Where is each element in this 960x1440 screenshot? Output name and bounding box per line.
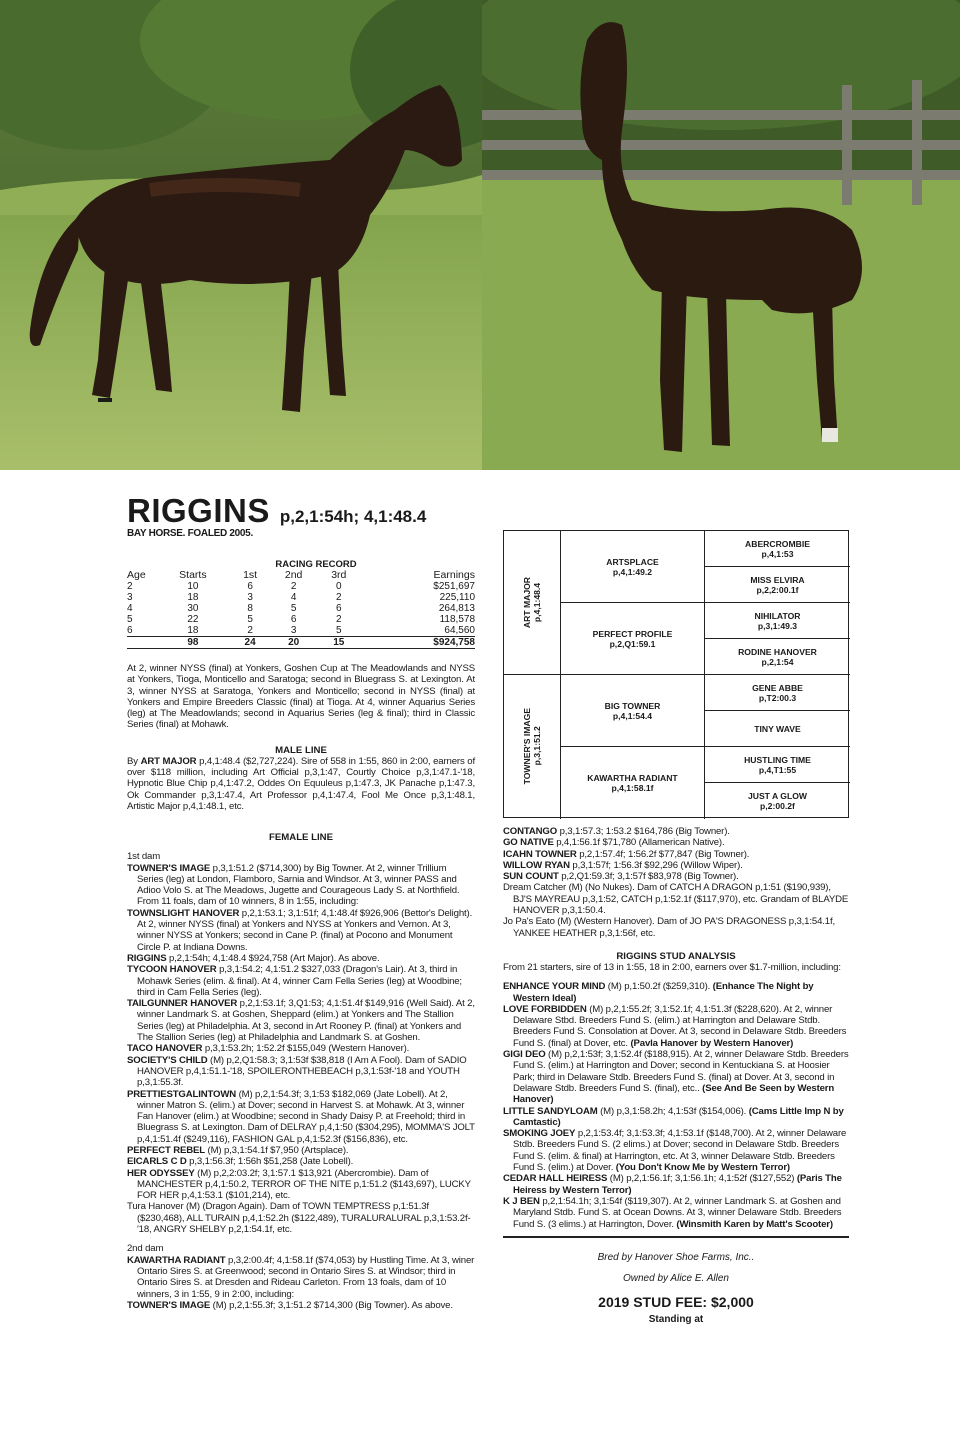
entry-text: p,3,2:00.4f; 4,1:58.1f ($74,053) by Hustling Time. At 3, winer Ontario Sires S. at Greenwood; second in Ontario Sires S. at Windsor; third in Ontario Sires S. at Dresden and Rideau Carleton. From 13 foals, dam of 10 winners, 3 in 1:55, 9 in 2:00, including: [137, 1254, 475, 1300]
entry-name: GO NATIVE [503, 837, 554, 849]
entry-name: LITTLE SANDYLOAM [503, 1105, 598, 1117]
cell: 18 [187, 592, 199, 603]
cell: 22 [187, 614, 199, 625]
entry-name: K J BEN [503, 1195, 540, 1207]
pedigree-name: TOWNER'S IMAGE [522, 708, 532, 785]
cell: 6 [336, 603, 342, 614]
pedigree-mark: p,4,1:54.4 [612, 710, 653, 721]
cell: 18 [155, 625, 231, 637]
horse-photo-profile [0, 0, 482, 470]
pedigree-mark: p,3,1:49.3 [757, 620, 798, 631]
pedigree-mark: p,2,Q1:59.1 [609, 638, 656, 649]
pedigree-mark: p,4,1:53 [761, 548, 794, 559]
pedigree-name: ART MAJOR [522, 576, 532, 629]
cell [127, 637, 155, 649]
pedigree-sire [504, 531, 560, 674]
pedigree-gen3 [705, 675, 850, 710]
pedigree-name: RODINE HANOVER [738, 646, 817, 657]
cell: $251,697 [433, 581, 475, 592]
cell: 5 [247, 614, 253, 625]
list-item [127, 863, 475, 908]
pedigree-dam [504, 674, 560, 819]
entry-text: (M) p,3,1:54.1f $7,950 (Artsplace). [205, 1144, 349, 1156]
entry-text: p,2,1:53.4f; 3,1:53.3f; 4,1:53.1f ($148,700). At 2, winner Delaware Stdb. Breeders Fund S. (2 elims.) at Dover; second in Delaware Stdb. Breeders Fund S. (elim. & final) at Harrington, etc. At 3, winner Delaware Stdb. Breeders Fund S. (elim.) at Dover. [513, 1128, 847, 1174]
list-item [127, 1089, 475, 1145]
list-item [127, 1300, 475, 1311]
entry-name: WILLOW RYAN [503, 859, 570, 871]
cell: 5 [290, 603, 297, 614]
entry-name: CONTANGO [503, 826, 558, 837]
bred-by: Bred by Hanover Shoe Farms, Inc.. [597, 1251, 755, 1263]
entry-text: (M) p,1:50.2f ($259,310). [605, 981, 711, 993]
owned-by: Owned by Alice E. Allen [623, 1272, 729, 1284]
entry-text: Tura Hanover (M) (Dragon Again). Dam of TOWN TEMPTRESS p,1:51.3f ($230,468), ALL TURAIN p,4,1:52.2h ($122,489), TURALURALURAL p,3,1:53.2f-'18, ANGRY SHELBY p,2,1:54.1f, etc. [127, 1201, 471, 1236]
pedigree-mark: p,2,1:54 [761, 656, 794, 667]
list-item [127, 1255, 475, 1300]
pedigree-name: NIHILATOR [754, 610, 801, 621]
cell: 20 [269, 637, 317, 649]
entry-text: p,2,1:53.1; 3,1:51f; 4,1:48.4f $926,906 (Bettor's Delight). At 2, winner NYSS (final) at Yonkers and NYSS at Yonkers and Vernon. At 3, winner NYSS at Yonkers; second in Cane P. (final) at Pocono and Monument Circle P. at Indiana Downs. [137, 907, 473, 953]
entry-text: (M) p,3,1:58.2h; 4,1:53f ($154,006). [597, 1105, 747, 1117]
entry-name: HER ODYSSEY [127, 1167, 195, 1179]
entry-name: TACO HANOVER [127, 1043, 203, 1055]
list-item [503, 1173, 849, 1196]
list-item [503, 916, 849, 939]
entry-text: (M) p,2,Q1:58.3; 3,1:53f $38,818 (I Am A Fool). Dam of SADIO HANOVER p,4,1:51.1-'18, SPOILERONTHEBEACH p,3,1:53f-'18 and YOUTH p,3,1:55.3f. [137, 1054, 467, 1089]
cell: 2 [127, 581, 133, 592]
pedigree-gen3 [705, 747, 850, 782]
entry-text: p,2,1:54h; 4,1:48.4 $924,758 (Art Major). As above. [166, 952, 380, 964]
record-marks: p,2,1:54h; 4,1:48.4 [279, 507, 427, 526]
cell: 2 [336, 614, 342, 625]
standing-at: Standing at [648, 1313, 704, 1325]
entry-name: ICAHN TOWNER [503, 848, 577, 860]
list-item [503, 837, 849, 848]
entry-text: p,3,1:54.2; 4,1:51.2 $327,033 (Dragon's Lair). At 3, third in Mohawk Series (elim. & final). At 4, winner Cam Fella Series (leg) at Woodbine; third in Cam Fella Series (leg). [137, 964, 462, 998]
first-dam-label: 1st dam [127, 851, 161, 863]
entry-name: TOWNER'S IMAGE [127, 1299, 211, 1311]
cell: 10 [187, 581, 199, 592]
horse-name: RIGGINS [127, 492, 270, 529]
list-item [503, 882, 849, 916]
cell: 2 [336, 592, 342, 603]
pedigree-gen3 [705, 531, 850, 566]
entry-text: p,3,1:51.2 ($714,300) by Big Towner. At 2, winner Trillium Series (leg) at London, Flamboro, Sarnia and Windsor. At 3, winner PASS and Adioo Volo S. at The Meadows, Jugette and Courageous Lady S. at Northfield. From 11 foals, dam of 10 winners, 8 in 1:55, including: [137, 862, 460, 908]
cell: 2 [231, 625, 270, 637]
list-item [127, 1145, 475, 1156]
list-item [503, 1049, 849, 1105]
entry-text: p,2,1:57.4f; 1:56.2f $77,847 (Big Towner). [576, 848, 750, 860]
cell: 0 [336, 581, 342, 592]
entry-text: p,2,1:53.1f; 3,Q1:53; 4,1:51.4f $149,916 (Well Said). At 2, winner Landmark S. at Goshen, Sheppard (elim.) at Yonkers and The Stallion Series (leg) at Philadelphia. At 3, second in Art Rooney P. (final) at Yonkers and The Stallion Series (leg) at Philadelphia and Landmark S. at Goshen. [137, 998, 475, 1044]
pedigree-gen3 [705, 567, 850, 602]
list-item [127, 998, 475, 1043]
cell: $924,758 [360, 637, 475, 649]
col-header: 2nd [284, 569, 303, 581]
first-dam-list [127, 863, 475, 1236]
list-item [503, 1196, 849, 1230]
stud-analysis-list [503, 981, 849, 1230]
list-item [127, 1043, 475, 1054]
list-item [503, 1106, 849, 1129]
list-item [503, 981, 849, 1004]
pedigree-mark: p,4,1:48.4 [532, 582, 542, 623]
cell: 5 [318, 625, 360, 637]
pedigree-name: JUST A GLOW [747, 791, 808, 801]
cell: 8 [247, 603, 253, 614]
entry-dam: (Paris The Heiress by Western Terror) [513, 1173, 842, 1196]
entry-name: SOCIETY'S CHILD [127, 1054, 208, 1066]
pedigree-mark: p,2,2:00.1f [756, 584, 799, 595]
cell: 3 [269, 625, 317, 637]
left-column [127, 492, 475, 1311]
cell: 98 [155, 637, 231, 649]
list-item [127, 1168, 475, 1202]
entry-text: p,3,1:56.3f; 1:56h $51,258 (Jate Lobell). [186, 1156, 354, 1168]
cell: 118,578 [439, 614, 475, 625]
stud-analysis-title: RIGGINS STUD ANALYSIS [616, 950, 736, 962]
table-total-row [127, 637, 475, 649]
list-item [127, 953, 475, 964]
entry-dam: (Winsmith Karen by Matt's Scooter) [673, 1218, 833, 1230]
pedigree-name: GENE ABBE [752, 682, 803, 693]
cell: 30 [187, 603, 199, 614]
table-row [127, 581, 475, 592]
cell: 3 [247, 592, 253, 603]
cell: 225,110 [439, 592, 475, 603]
entry-name: GIGI DEO [503, 1049, 546, 1061]
male-line-prefix: By [127, 755, 141, 767]
pedigree-name: TINY WAVE [754, 723, 801, 734]
cell: 5 [127, 614, 133, 625]
table-row [127, 625, 475, 637]
stud-fee: 2019 STUD FEE: $2,000 [598, 1293, 754, 1310]
list-item [503, 1004, 849, 1049]
pedigree-gen2 [561, 603, 704, 674]
entry-dam: (Cams Little Imp N by Camtastic) [513, 1105, 844, 1128]
entry-text: p,3,1:57.3; 1:53.2 $164,786 (Big Towner). [557, 826, 730, 837]
racing-record-title: RACING RECORD [275, 559, 357, 570]
pedigree-name: MISS ELVIRA [750, 574, 805, 585]
pedigree-mark: p,2:00.2f [760, 801, 795, 811]
cell: 6 [290, 614, 297, 625]
cell: 15 [318, 637, 360, 649]
pedigree-mark: p,4,1:49.2 [612, 566, 653, 577]
female-line-title: FEMALE LINE [269, 832, 333, 844]
entry-name: PERFECT REBEL [127, 1144, 206, 1156]
entry-text: (M) p,2,1:55.2f; 3,1:52.1f; 4,1:51.3f ($228,620). At 2, winner Delaware Stbd. Breeders Fund S. (elim.) at Harrington and Delaware Stdb. Breeders Fund S. Consolation at Dover. At 3, second in Delaware Stdb. Breeders Fund S. (final) at Dover, etc. [513, 1003, 847, 1049]
entry-text: p,2,1:54.1h; 3,1:54f ($119,307). At 2, winner Landmark S. at Goshen and Maryland Stdb. Fund S. at Ocean Downs. At 3, winner Delaware Stdb. Breeders Fund S. (3 elims.) at Harrington, Dover. [513, 1195, 842, 1230]
horse-description: BAY HORSE. FOALED 2005. [127, 528, 253, 539]
list-item [503, 849, 849, 860]
cell: 264,813 [438, 603, 475, 614]
entry-dam: (Pavla Hanover by Western Hanover) [627, 1037, 794, 1049]
entry-name: PRETTIESTGALINTOWN [127, 1088, 237, 1100]
second-dam-label: 2nd dam [127, 1243, 164, 1255]
cell: 64,560 [360, 625, 475, 637]
entry-name: EICARLS C D [127, 1156, 187, 1168]
pedigree-name: ARTSPLACE [606, 556, 659, 567]
list-item [127, 1055, 475, 1089]
list-item [127, 964, 475, 998]
entry-name: LOVE FORBIDDEN [503, 1003, 587, 1015]
entry-name: RIGGINS [127, 952, 167, 964]
list-item [127, 908, 475, 953]
entry-name: TYCOON HANOVER [127, 964, 217, 976]
title-row [127, 492, 475, 530]
entry-name: TOWNER'S IMAGE [127, 862, 211, 874]
sire-name: ART MAJOR [140, 755, 197, 767]
cell: 6 [127, 625, 155, 637]
pedigree-chart [503, 530, 849, 818]
entry-text: p,4,1:56.1f $71,780 (Allamerican Native). [553, 837, 725, 849]
pedigree-gen3 [705, 639, 850, 674]
pedigree-mark: p,T2:00.3 [758, 692, 797, 703]
pedigree-gen3 [705, 711, 850, 746]
entry-name: ENHANCE YOUR MIND [503, 981, 606, 993]
entry-name: TOWNSLIGHT HANOVER [127, 907, 240, 919]
table-row [127, 592, 475, 603]
pedigree-name: ABERCROMBIE [745, 538, 810, 549]
horse-photo-front [482, 0, 960, 470]
entry-text: p,2,Q1:59.3f; 3,1:57f $83,978 (Big Towner). [558, 871, 739, 883]
list-item [503, 860, 849, 871]
entry-name: SMOKING JOEY [503, 1128, 576, 1140]
pedigree-gen3 [705, 603, 850, 638]
table-row [127, 614, 475, 625]
pedigree-gen3 [705, 783, 850, 819]
entry-text: Dream Catcher (M) (No Nukes). Dam of CATCH A DRAGON p,1:51 ($190,939), BJ'S MAYREAU p,3,1:52, CATCH p,1:52.1f ($117,970), etc. Grandam of BLAYDE HANOVER p,3,1:50.4. [503, 882, 849, 917]
list-item [503, 826, 849, 837]
pedigree-name: HUSTLING TIME [744, 754, 811, 765]
table-row [127, 603, 475, 614]
second-dam-list [127, 1255, 475, 1311]
list-item [503, 871, 849, 882]
cell: 2 [290, 581, 297, 592]
entry-name: CEDAR HALL HEIRESS [503, 1173, 608, 1185]
male-line-title: MALE LINE [275, 744, 327, 756]
list-item [503, 1128, 849, 1173]
col-header: 3rd [331, 569, 347, 581]
entry-text: (M) p,2,1:53f; 3,1:52.4f ($188,915). At 2, winner Delaware Stdb. Breeders Fund S. (elim.) at Harrington and Dover; second in Kentuckiana S. at Hoosier Park; third in Delaware Stdb. Breeders Fund S. (final) at Dover. At 3, second in Delaware Stdb. Breeders Fund S. (final), etc.. [513, 1049, 849, 1094]
race-summary: At 2, winner NYSS (final) at Yonkers, Goshen Cup at The Meadowlands and NYSS at Yonkers, Tioga, Monticello and Saratoga; second in Bluegrass S. at Lexington. At 3, winner NYSS at Saratoga, Yonkers and Monticello; second in NYSS (final) at Yonkers and Empire Breeders Classic (final) at Tioga. At 4, winner Aquarius Series (leg) at The Meadowlands; second in Aquarius Series (leg & final); third in Classic Series (final) at Mohawk. [127, 663, 475, 731]
entry-dam: (Enhance The Night by Western Ideal) [513, 981, 814, 1004]
entry-name: TAILGUNNER HANOVER [127, 998, 238, 1010]
entry-text: (M) p,2,2:03.2f; 3,1:57.1 $13,921 (Abercrombie). Dam of MANCHESTER p,4,1:50.2, TERROR OF THE NITE p,1:51.2 ($143,697), LUCKY FOR HER p,4,1:53.1 ($101,214), etc. [137, 1167, 471, 1202]
cell: 6 [247, 581, 253, 592]
cell: 4 [290, 592, 297, 603]
col-header: Earnings [433, 569, 475, 581]
entry-text: (M) p,2,1:54.3f; 3,1:53 $182,069 (Jate Lobell). At 2, winner Matron S. (elim.) at Dover; second in Harvest S. at Mohawk. At 3, winner Fan Hanover (elim.) at Woodbine; second in Shady Daisy P. at Freehold; third in Bluegrass S. at Lexington. Dam of DELRAY p,4,1:50 ($304,295), MOMMA'S JOLT p,4,1:51.4f ($249,116), FASHION GAL p,4,1:52.3f ($156,836), etc. [137, 1088, 475, 1145]
cell: 3 [127, 592, 133, 603]
pedigree-gen2 [561, 675, 704, 746]
entry-dam: (See And Be Seen by Western Hanover) [513, 1082, 835, 1106]
cell: 4 [127, 603, 133, 614]
male-line-text [127, 756, 475, 812]
col-header: 1st [243, 569, 258, 581]
pedigree-name: PERFECT PROFILE [592, 628, 673, 639]
right-column [503, 530, 849, 1325]
entry-dam: (You Don't Know Me by Western Terror) [613, 1162, 790, 1174]
entry-text: Jo Pa's Eato (M) (Western Hanover). Dam of JO PA'S DRAGONESS p,3,1:54.1f, YANKEE HEATHER p,3,1:56f, etc. [503, 916, 835, 939]
pedigree-mark: p,3,1:51.2 [532, 726, 542, 767]
pedigree-gen2 [561, 531, 704, 602]
pedigree-name: KAWARTHA RADIANT [587, 773, 678, 783]
pedigree-name: BIG TOWNER [604, 700, 661, 711]
photo-strip [0, 0, 960, 470]
more-offspring-list [503, 826, 849, 939]
pedigree-gen2 [561, 747, 704, 819]
cell: 24 [231, 637, 270, 649]
col-header: Starts [179, 569, 207, 581]
pedigree-mark: p,4,T1:55 [758, 764, 797, 775]
entry-text: p,3,1:57f; 1:56.3f $92,296 (Willow Wiper). [569, 859, 743, 871]
entry-name: SUN COUNT [503, 871, 559, 883]
male-line-body: p,4,1:48.4 ($2,727,224). Sire of 558 in 1:55, 860 in 2:00, earners of over $118 million, including Art Official p,3,1:47, Courtly Choice p,3,1:47.1-'18, Hypnotic Blue Chip p,4,1:47.2, Oddes On Equuleus p,1:47.3, JK Panache p,1:47.3, Ok Commander p,3,1:47.4, Art Professor p,4,1:47.4, Fool Me Once p,3,1:48.1, Artistic Major p,4,1:48.1, etc. [127, 755, 475, 812]
entry-text: p,3,1:53.2h; 1:52.2f $155,049 (Western Hanover). [202, 1043, 410, 1055]
stud-analysis-intro: From 21 starters, sire of 13 in 1:55, 18 in 2:00, earners over $1.7-million, including: [503, 961, 841, 973]
entry-name: KAWARTHA RADIANT [127, 1254, 226, 1266]
list-item [127, 1156, 475, 1167]
entry-text: (M) p,2,1:56.1f; 3,1:56.1h; 4,1:52f ($127,552) [607, 1173, 795, 1185]
col-header: Age [127, 569, 146, 581]
racing-record-table [127, 570, 475, 649]
footer-rule [503, 1236, 849, 1238]
list-item [127, 1201, 475, 1235]
pedigree-mark: p,4,1:58.1f [611, 783, 654, 793]
entry-text: (M) p,2,1:55.3f; 3,1:51.2 $714,300 (Big Towner). As above. [210, 1299, 453, 1311]
